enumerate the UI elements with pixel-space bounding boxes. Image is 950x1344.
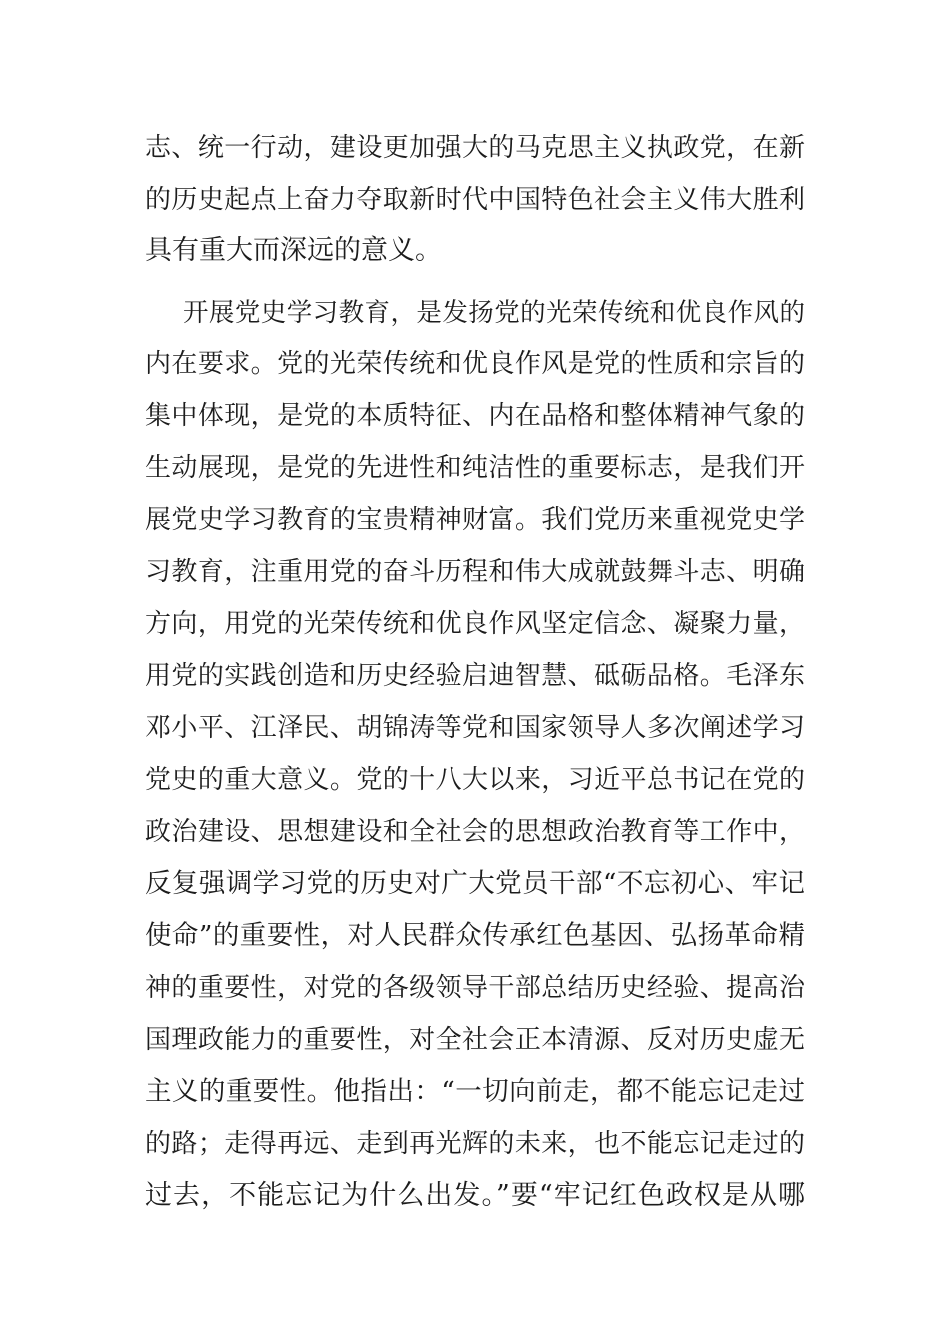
text-line: 习教育，注重用党的奋斗历程和伟大成就鼓舞斗志、明确	[145, 557, 805, 587]
text-line: 具有重大而深远的意义。	[145, 235, 442, 266]
text-line: 方向，用党的光荣传统和优良作风坚定信念、凝聚力量，	[145, 609, 805, 639]
text-line: 主义的重要性。他指出：“一切向前走，都不能忘记走过	[145, 1076, 805, 1107]
text-line: 政治建设、思想建设和全社会的思想政治教育等工作中，	[145, 817, 805, 847]
text-line: 的路；走得再远、走到再光辉的未来，也不能忘记走过的	[145, 1129, 805, 1159]
text-line: 过去，不能忘记为什么出发。”要“牢记红色政权是从哪	[145, 1180, 805, 1211]
text-line: 反复强调学习党的历史对广大党员干部“不忘初心、牢记	[145, 868, 805, 899]
text-line: 志、统一行动，建设更加强大的马克思主义执政党，在新	[145, 133, 805, 163]
text-line: 使命”的重要性，对人民群众传承红色基因、弘扬革命精	[145, 920, 805, 951]
text-line: 国理政能力的重要性，对全社会正本清源、反对历史虚无	[145, 1025, 805, 1055]
text-line: 展党史学习教育的宝贵精神财富。我们党历来重视党史学	[145, 505, 805, 535]
text-line: 神的重要性，对党的各级领导干部总结历史经验、提高治	[145, 973, 805, 1003]
text-line: 的历史起点上奋力夺取新时代中国特色社会主义伟大胜利	[145, 185, 805, 215]
text-line: 用党的实践创造和历史经验启迪智慧、砥砺品格。毛泽东	[145, 661, 805, 691]
text-line: 生动展现，是党的先进性和纯洁性的重要标志，是我们开	[145, 453, 805, 483]
text-line: 内在要求。党的光荣传统和优良作风是党的性质和宗旨的	[145, 349, 805, 379]
text-line: 党史的重大意义。党的十八大以来，习近平总书记在党的	[145, 765, 805, 795]
text-line: 集中体现，是党的本质特征、内在品格和整体精神气象的	[145, 401, 805, 431]
text-line: 开展党史学习教育，是发扬党的光荣传统和优良作风的	[183, 298, 805, 328]
text-line: 邓小平、江泽民、胡锦涛等党和国家领导人多次阐述学习	[145, 713, 805, 743]
